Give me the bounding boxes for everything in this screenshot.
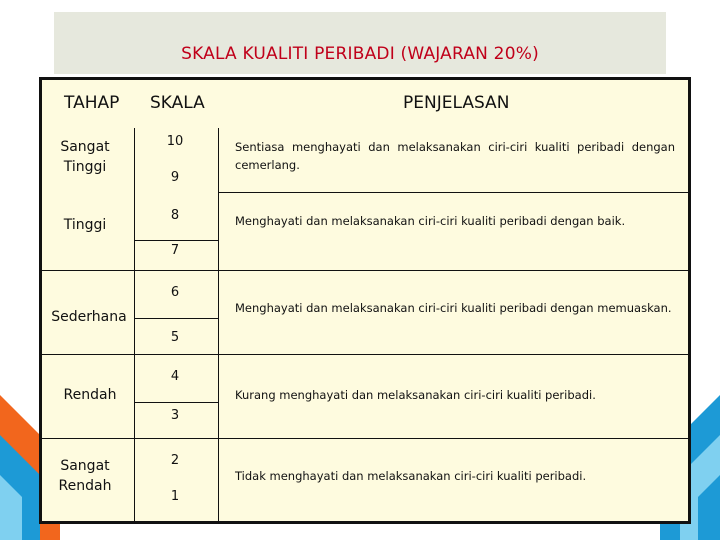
skala-score: 3 [170, 408, 180, 423]
tahap-label: Sangat Rendah [58, 458, 112, 494]
penjelasan-text: Menghayati dan melaksanakan ciri-ciri kualiti peribadi dengan memuaskan. [235, 301, 672, 315]
row-divider [42, 438, 688, 439]
skala-score: 10 [166, 134, 184, 149]
skala-score: 4 [170, 369, 180, 384]
penjelasan-text: Tidak menghayati dan melaksanakan ciri-ciri kualiti peribadi. [235, 469, 587, 483]
title-bar [54, 12, 666, 74]
header-penjelasan: PENJELASAN [403, 93, 510, 113]
tahap-label: Sederhana [51, 309, 127, 325]
scale-table [39, 77, 691, 524]
column-divider [218, 128, 219, 521]
penjelasan-text: Sentiasa menghayati dan melaksanakan ciri-ciri kualiti peribadi dengan cemerlang. [235, 140, 675, 172]
row-divider [134, 318, 218, 319]
skala-score: 7 [170, 243, 180, 258]
tahap-label: Rendah [63, 387, 117, 403]
skala-score: 2 [170, 453, 180, 468]
skala-score: 5 [170, 330, 180, 345]
row-divider [42, 270, 688, 271]
penjelasan-text: Kurang menghayati dan melaksanakan ciri-ciri kualiti peribadi. [235, 388, 596, 402]
page-title: SKALA KUALITI PERIBADI (WAJARAN 20%) [181, 44, 539, 64]
skala-score: 9 [170, 170, 180, 185]
penjelasan-text: Menghayati dan melaksanakan ciri-ciri kualiti peribadi dengan baik. [235, 214, 626, 228]
row-divider [42, 354, 688, 355]
tahap-label: Sangat Tinggi [60, 139, 110, 175]
header-skala: SKALA [150, 93, 205, 113]
tahap-label: Tinggi [63, 217, 107, 233]
row-divider [134, 240, 218, 241]
skala-score: 1 [170, 489, 180, 504]
row-divider [218, 192, 688, 193]
header-tahap: TAHAP [64, 93, 120, 113]
column-divider [134, 128, 135, 521]
skala-score: 8 [170, 208, 180, 223]
row-divider [134, 402, 218, 403]
skala-score: 6 [170, 285, 180, 300]
